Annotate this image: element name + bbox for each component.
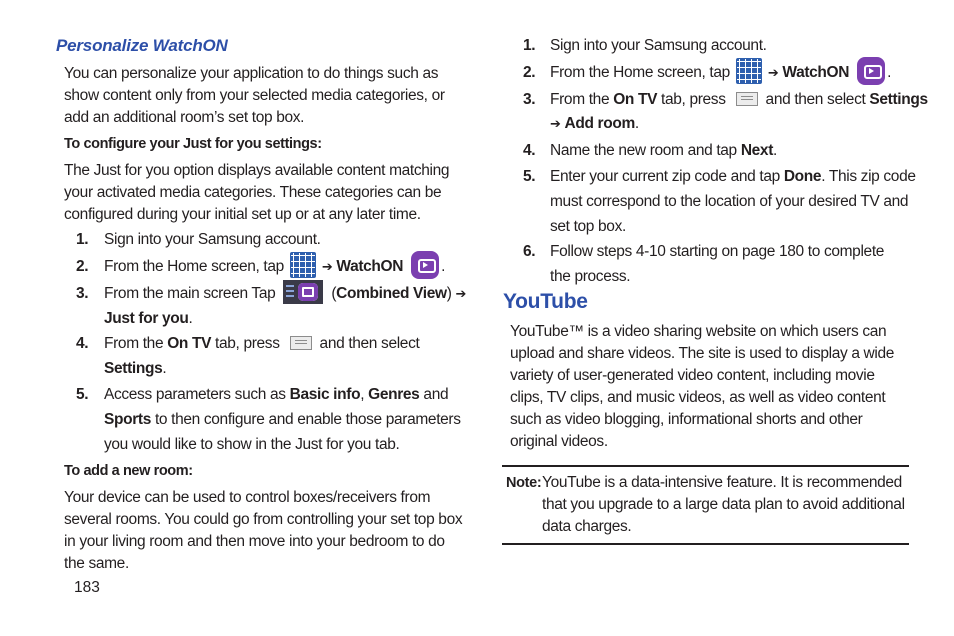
arrow-icon: ➔	[767, 66, 779, 81]
new-room-paragraph	[64, 487, 474, 575]
menu-key-icon	[290, 336, 312, 350]
step-number: 4.	[76, 335, 89, 352]
step-number: 5.	[523, 168, 536, 185]
sports-label: Sports	[104, 411, 151, 428]
intro-line: show content only from your selected media categories, or	[64, 87, 445, 104]
paragraph-line: configured during your initial set up or at any later time.	[64, 206, 421, 223]
step-number: 2.	[76, 258, 89, 275]
step-text-post: to then configure and enable those parameters	[154, 411, 461, 428]
watchon-app-icon	[857, 57, 885, 85]
settings-label: Settings	[869, 91, 928, 108]
paragraph-line: variety of user-generated video content, including movie	[510, 367, 875, 384]
menu-key-icon	[736, 92, 758, 106]
step-number: 6.	[523, 243, 536, 260]
watchon-label: WatchON	[782, 64, 850, 81]
genres-label: Genres	[368, 386, 420, 403]
paragraph-line: The Just for you option displays available content matching	[64, 162, 450, 179]
watchon-label: WatchON	[336, 258, 404, 275]
paragraph-line: such as video blogging, informational shorts and other	[510, 411, 863, 428]
step-text-post: . This zip code	[821, 168, 916, 185]
watchon-app-icon	[411, 251, 439, 279]
just-for-you-label: Just for you	[104, 310, 189, 327]
subhead-just-for-you: To configure your Just for you settings:	[64, 136, 322, 152]
note-line: data charges.	[542, 518, 632, 535]
next-label: Next	[740, 142, 774, 159]
arrow-icon: ➔	[550, 117, 561, 132]
step-text-line2: the process.	[550, 268, 631, 285]
step-text-mid: tab, press	[215, 335, 280, 352]
paragraph-line: YouTube™ is a video sharing website on which users can	[510, 323, 887, 340]
step-text-post: .	[773, 142, 777, 159]
step-text-line2	[104, 356, 166, 381]
step-text-post: .	[188, 310, 193, 327]
just-for-you-paragraph	[64, 160, 474, 226]
paren: )	[446, 285, 452, 302]
arrow-icon: ➔	[321, 260, 333, 275]
done-label: Done	[783, 168, 822, 185]
paragraph-line: clips, TV clips, and music videos, as well as video content	[510, 389, 886, 406]
step-text	[104, 281, 466, 307]
paragraph-line: your activated media categories. These categories can be	[64, 184, 442, 201]
step-text	[104, 382, 448, 407]
note-bottom-rule	[502, 543, 909, 545]
subhead-new-room: To add a new room:	[64, 463, 193, 479]
step-number: 2.	[523, 64, 536, 81]
step-text	[550, 138, 777, 163]
paragraph-line: Your device can be used to control boxes/receivers from	[64, 489, 431, 506]
step-text-pre: From the main screen Tap	[104, 285, 276, 302]
note-line: YouTube is a data-intensive feature. It is recommended	[542, 474, 902, 491]
combined-view-label: Combined View	[336, 285, 447, 302]
step-text: Sign into your Samsung account.	[550, 37, 767, 54]
step-text-post: .	[887, 64, 892, 81]
paragraph-line: original videos.	[510, 433, 608, 450]
paragraph-line: the same.	[64, 555, 129, 572]
step-text-line2: must correspond to the location of your desired TV and	[550, 193, 909, 210]
step-text-pre: From the Home screen, tap	[550, 64, 730, 81]
step-number: 1.	[76, 231, 89, 248]
step-text-line2	[550, 111, 639, 137]
basic-info-label: Basic info	[289, 386, 361, 403]
step-text-post: and then select	[765, 91, 866, 108]
step-text-and: and	[423, 386, 449, 403]
separator: ,	[360, 386, 365, 403]
step-text-mid: tab, press	[661, 91, 726, 108]
paragraph-line: upload and share videos. The site is used to display a wide	[510, 345, 895, 362]
step-text: Sign into your Samsung account.	[104, 231, 321, 248]
step-text: Follow steps 4-10 starting on page 180 to complete	[550, 243, 885, 260]
step-text	[104, 254, 445, 280]
step-text-post: .	[162, 360, 167, 377]
on-tv-label: On TV	[167, 335, 212, 352]
step-text-pre: From the Home screen, tap	[104, 258, 284, 275]
add-room-label: Add room	[564, 115, 635, 132]
step-text-line2	[104, 407, 461, 432]
step-number: 5.	[76, 386, 89, 403]
step-text	[104, 331, 419, 356]
intro-line: add an additional room’s set top box.	[64, 109, 305, 126]
step-text-post: .	[441, 258, 446, 275]
note-top-rule	[502, 465, 909, 467]
step-number: 3.	[76, 285, 89, 302]
settings-label: Settings	[104, 360, 163, 377]
paragraph-line: in your living room and then move into your bedroom to do	[64, 533, 445, 550]
step-text	[550, 60, 891, 86]
note-line: that you upgrade to a large data plan to avoid additional	[542, 496, 905, 513]
paren: (	[331, 285, 337, 302]
note-label: Note:	[506, 475, 542, 491]
paragraph-line: several rooms. You could go from controlling your set top box	[64, 511, 463, 528]
step-text	[550, 164, 916, 189]
section-title-youtube: YouTube	[503, 290, 588, 313]
step-text-pre: From the	[550, 91, 610, 108]
step-number: 4.	[523, 142, 536, 159]
page-number: 183	[74, 579, 100, 596]
intro-paragraph	[64, 63, 474, 129]
step-text-pre: Enter your current zip code and tap	[550, 168, 780, 185]
apps-grid-icon	[736, 58, 762, 84]
step-text-post: .	[634, 115, 639, 132]
intro-line: You can personalize your application to do things such as	[64, 65, 439, 82]
step-text-pre: From the	[104, 335, 164, 352]
step-text-pre: Access parameters such as	[104, 386, 286, 403]
step-text-line3: you would like to show in the Just for you tab.	[104, 436, 400, 453]
arrow-icon: ➔	[455, 287, 467, 302]
step-text-pre: Name the new room and tap	[550, 142, 737, 159]
step-text	[550, 87, 928, 112]
step-text-post: and then select	[319, 335, 420, 352]
note-first-line	[506, 472, 926, 494]
section-title-personalize-watchon: Personalize WatchON	[56, 36, 228, 55]
note-box	[506, 472, 926, 538]
on-tv-label: On TV	[613, 91, 658, 108]
combined-view-icon	[283, 280, 323, 304]
step-text-line2	[104, 306, 192, 331]
step-number: 3.	[523, 91, 536, 108]
youtube-paragraph	[510, 321, 930, 453]
step-text-line3: set top box.	[550, 218, 626, 235]
apps-grid-icon	[290, 252, 316, 278]
step-number: 1.	[523, 37, 536, 54]
